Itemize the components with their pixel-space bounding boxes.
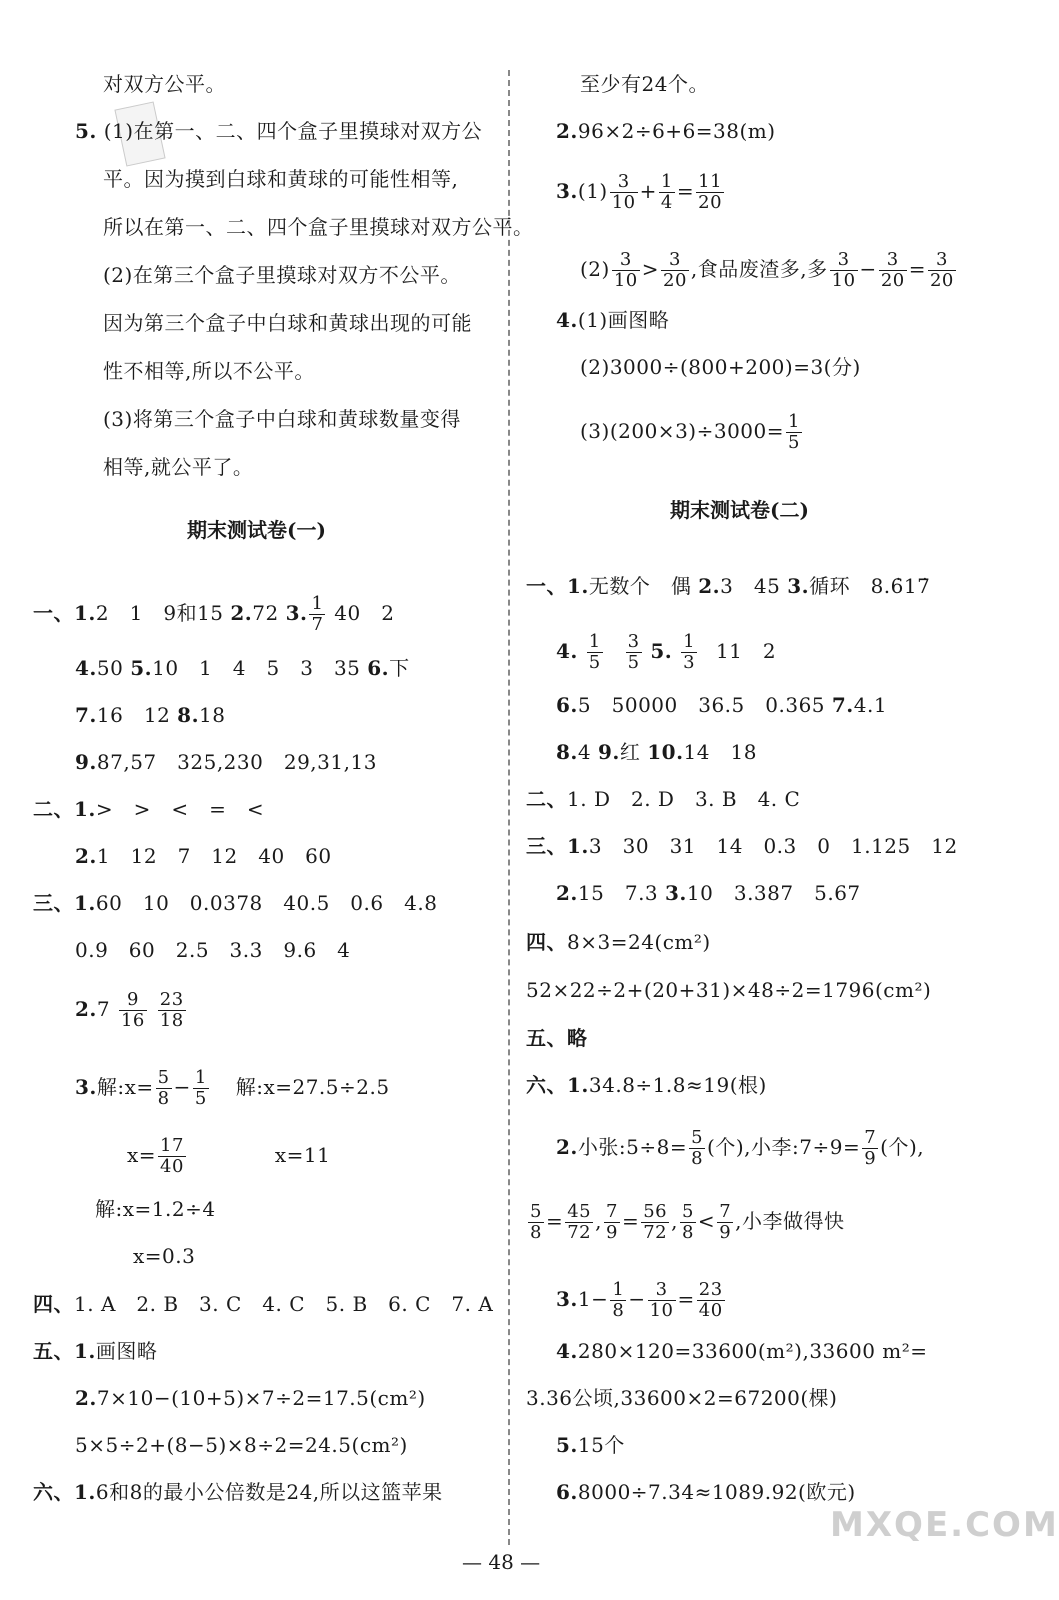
fraction: $\frac{3}{10}$ bbox=[613, 249, 638, 291]
fraction: $\frac{3}{20}$ bbox=[663, 249, 687, 291]
q2-line: 2.96×2÷6+6=38(m) bbox=[556, 119, 776, 143]
fraction: $\frac{1}{3}$ bbox=[683, 631, 696, 673]
continued-line: 对双方公平。 bbox=[103, 72, 226, 96]
fraction: $\frac{7}{9}$ bbox=[864, 1127, 877, 1169]
fraction: $\frac{1}{4}$ bbox=[660, 171, 673, 213]
r6-line-1: 六、1.34.8÷1.8≈19(根) bbox=[526, 1073, 767, 1097]
r1-line-2: 4. $\frac{1}{5}$ $\frac{3}{5}$ 5. $\frac{1}{3}$ 11 2 bbox=[556, 631, 777, 673]
q5-line-5: 因为第三个盒子中白球和黄球出现的可能 bbox=[103, 311, 472, 335]
fraction: $\frac{1}{5}$ bbox=[588, 631, 601, 673]
r3-line-2: 2.15 7.3 3.10 3.387 5.67 bbox=[556, 881, 861, 905]
r6-line-8: 6.8000÷7.34≈1089.92(欧元) bbox=[556, 1480, 856, 1504]
fraction: $\frac{56}{72}$ bbox=[643, 1201, 668, 1243]
r6-line-2: 2.小张:5÷8= $\frac{5}{8}$ (个),小李:7÷9= $\frac{7}{9}$ (个), bbox=[556, 1127, 925, 1169]
fraction: $\frac{5}{8}$ bbox=[691, 1127, 704, 1169]
fraction: $\frac{3}{10}$ bbox=[649, 1279, 674, 1321]
fraction: $\frac{3}{10}$ bbox=[611, 171, 636, 213]
fraction: $\frac{1}{8}$ bbox=[612, 1279, 625, 1321]
fraction: $\frac{17}{40}$ bbox=[160, 1135, 184, 1177]
s5-line-2: 2.7×10−(10+5)×7÷2=17.5(cm²) bbox=[75, 1386, 426, 1410]
s5-line-1: 五、1.画图略 bbox=[33, 1339, 158, 1363]
fraction: $\frac{3}{20}$ bbox=[929, 249, 954, 291]
s1-line-4: 9.87,57 325,230 29,31,13 bbox=[75, 750, 377, 774]
r6-line-5: 4.280×120=33600(m²),33600 m²= bbox=[556, 1339, 928, 1363]
q3-line-1: 3.(1) $\frac{3}{10}$ + $\frac{1}{4}$ = $\frac{11}{20}$ bbox=[556, 171, 723, 213]
fraction: $\frac{5}{8}$ bbox=[157, 1067, 170, 1109]
q4-line-2: (2)3000÷(800+200)=3(分) bbox=[580, 355, 861, 379]
section-title-final-1: 期末测试卷(一) bbox=[187, 518, 326, 542]
s3-line-7: x=0.3 bbox=[133, 1244, 196, 1268]
s6-line-1: 六、1.6和8的最小公倍数是24,所以这篮苹果 bbox=[33, 1480, 443, 1504]
fraction: $\frac{3}{5}$ bbox=[627, 631, 640, 673]
q5-line-2: 平。因为摸到白球和黄球的可能性相等, bbox=[103, 167, 459, 191]
r1-line-3: 6.5 50000 36.5 0.365 7.4.1 bbox=[556, 693, 888, 717]
q5-line-6: 性不相等,所以不公平。 bbox=[103, 359, 315, 383]
q4-line-1: 4.(1)画图略 bbox=[556, 308, 670, 332]
s3-line-2: 0.9 60 2.5 3.3 9.6 4 bbox=[75, 938, 351, 962]
r3-line-1: 三、1.3 30 31 14 0.3 0 1.125 12 bbox=[526, 834, 958, 858]
r5-line-1: 五、略 bbox=[526, 1026, 588, 1050]
fraction: $\frac{1}{5}$ bbox=[194, 1067, 207, 1109]
s2-line-1: 二、1.> > < = < bbox=[33, 797, 265, 821]
fraction: $\frac{23}{18}$ bbox=[159, 989, 184, 1031]
q4-line-3: (3)(200×3)÷3000= $\frac{1}{5}$ bbox=[580, 411, 800, 453]
section-title-final-2: 期末测试卷(二) bbox=[670, 498, 809, 522]
r6-line-3: $\frac{5}{8}$ = $\frac{45}{72}$ , $\frac{7}{9}$ = $\frac{56}{72}$ , $\frac{5}{8}$ < $\frac{7}{9}$ ,小李做得快 bbox=[530, 1201, 845, 1243]
s3-line-6: 解:x=1.2÷4 bbox=[95, 1197, 216, 1221]
q5-line-3: 所以在第一、二、四个盒子里摸球对双方公平。 bbox=[103, 215, 534, 239]
r4-line-1: 四、8×3=24(cm²) bbox=[526, 930, 711, 954]
fraction: $\frac{45}{72}$ bbox=[567, 1201, 592, 1243]
fraction: $\frac{1}{7}$ bbox=[311, 593, 324, 635]
fraction: $\frac{7}{9}$ bbox=[719, 1201, 732, 1243]
continued-line: 至少有24个。 bbox=[580, 72, 709, 96]
r2-line-1: 二、1. D 2. D 3. B 4. C bbox=[526, 787, 801, 811]
s3-line-1: 三、1.60 10 0.0378 40.5 0.6 4.8 bbox=[33, 891, 438, 915]
fraction: $\frac{5}{8}$ bbox=[530, 1201, 542, 1243]
q5-line-1: 5. (1)在第一、二、四个盒子里摸球对双方公 bbox=[75, 119, 483, 143]
s4-line-1: 四、1. A 2. B 3. C 4. C 5. B 6. C 7. A bbox=[33, 1292, 494, 1316]
s1-line-1: 一、1.2 1 9和15 2.72 3. $\frac{1}{7}$ 40 2 bbox=[33, 593, 395, 635]
fraction: $\frac{3}{10}$ bbox=[831, 249, 856, 291]
s3-line-4: 3.解:x= $\frac{5}{8}$ − $\frac{1}{5}$ 解:x=27.5÷2.5 bbox=[75, 1067, 390, 1109]
q5-line-8: 相等,就公平了。 bbox=[103, 455, 254, 479]
watermark-logo: MXQE.COM bbox=[830, 1505, 1059, 1545]
q5-line-4: (2)在第三个盒子里摸球对双方不公平。 bbox=[103, 263, 461, 287]
r1-line-1: 一、1.无数个 偶 2.3 45 3.循环 8.6̇17̇ bbox=[526, 574, 931, 598]
s2-line-2: 2.1 12 7 12 40 60 bbox=[75, 844, 332, 868]
fraction: $\frac{23}{40}$ bbox=[698, 1279, 723, 1321]
r1-line-4: 8.4 9.红 10.14 18 bbox=[556, 740, 757, 764]
q3-line-2: (2) $\frac{3}{10}$ > $\frac{3}{20}$ ,食品废渣多,多 $\frac{3}{10}$ − $\frac{3}{20}$ = $\frac{3}{20}$ bbox=[580, 249, 954, 291]
r6-line-6: 3.36公顷,33600×2=67200(棵) bbox=[526, 1386, 838, 1410]
fraction: $\frac{7}{9}$ bbox=[605, 1201, 618, 1243]
q5-line-7: (3)将第三个盒子中白球和黄球数量变得 bbox=[103, 407, 461, 431]
s1-line-3: 7.16 12 8.18 bbox=[75, 703, 226, 727]
page-number: — 48 — bbox=[462, 1550, 541, 1574]
s5-line-3: 5×5÷2+(8−5)×8÷2=24.5(cm²) bbox=[75, 1433, 408, 1457]
fraction: $\frac{11}{20}$ bbox=[698, 171, 723, 213]
column-divider bbox=[508, 70, 510, 1545]
r6-line-7: 5.15个 bbox=[556, 1433, 625, 1457]
fraction: $\frac{9}{16}$ bbox=[120, 989, 145, 1031]
fraction: $\frac{1}{5}$ bbox=[788, 411, 800, 453]
fraction: $\frac{3}{20}$ bbox=[880, 249, 905, 291]
s1-line-2: 4.50 5.10 1 4 5 3 35 6.下 bbox=[75, 656, 410, 680]
s3-line-3: 2.7 $\frac{9}{16}$ $\frac{23}{18}$ bbox=[75, 989, 184, 1031]
s3-line-5: x= $\frac{17}{40}$ x=11 bbox=[127, 1135, 331, 1177]
fraction: $\frac{5}{8}$ bbox=[681, 1201, 694, 1243]
r6-line-4: 3.1− $\frac{1}{8}$ − $\frac{3}{10}$ = $\frac{23}{40}$ bbox=[556, 1279, 723, 1321]
r4-line-2: 52×22÷2+(20+31)×48÷2=1796(cm²) bbox=[526, 978, 932, 1002]
